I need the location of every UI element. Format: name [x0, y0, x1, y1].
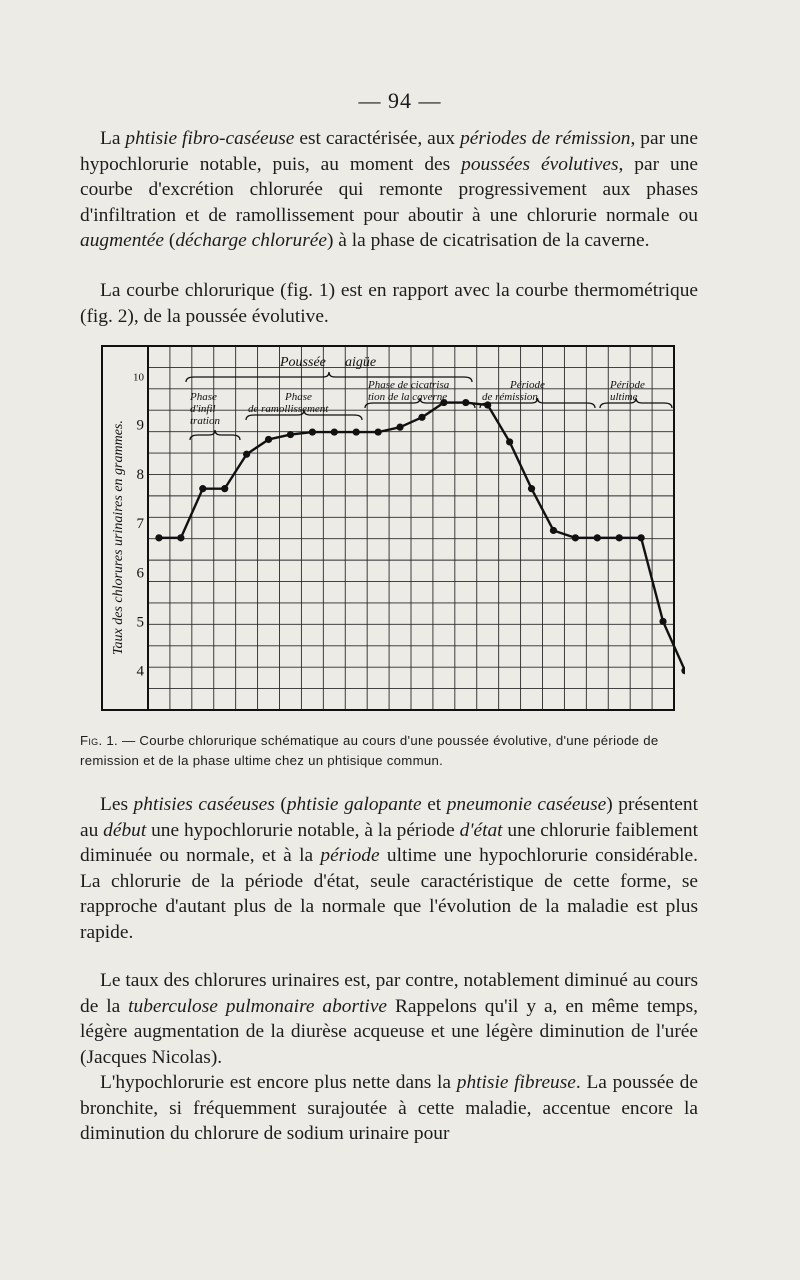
annotation-periode-remission: Période: [510, 379, 545, 391]
y-tick-label: 8: [136, 466, 144, 483]
figure-label: Fig. 1.: [80, 733, 118, 748]
y-axis-label: Taux des chlorures urinaires en grammes.: [111, 420, 126, 655]
annotation-poussee: Poussée: [280, 355, 326, 370]
data-point: [243, 451, 250, 458]
paragraph-courbe: La courbe chlorurique (fig. 1) est en rapport avec la courbe thermométrique (fig. 2), de la poussée évolutive.: [80, 280, 698, 327]
annotation-phase-infiltration: tration: [190, 415, 220, 427]
data-point: [528, 485, 535, 492]
data-point: [572, 534, 579, 541]
annotation-phase-cicatrisation: tion de la caverne: [368, 391, 448, 403]
y-tick-label: 9: [136, 417, 144, 434]
page-number: — 94 —: [358, 88, 442, 113]
paragraph-fibro-caseuse: La phtisie fibro-caséeuse est caractérisée, aux périodes de rémission, par une hypochlorurie notable, puis, au moment des poussées évolutives, par une courbe d'excrétion chlorurée qui remonte progressivement aux phases d'infiltration et de ramollissement pour aboutir à une chlorurie normale ou augmentée (décharge chlorurée) à la phase de cicatrisation de la caverne.: [80, 128, 698, 252]
chloruric-curve-chart: [100, 340, 685, 720]
data-point: [353, 428, 360, 435]
annotation-periode-ultime: ultime: [610, 391, 638, 403]
annotation-phase-infiltration: d'infil: [190, 403, 216, 415]
data-point: [616, 534, 623, 541]
annotation-periode-ultime: Période: [610, 379, 645, 391]
data-point: [155, 534, 162, 541]
annotation-phase-ramollissement: de ramollissement: [248, 403, 329, 415]
caption-text: — Courbe chlorurique schématique au cours d'une poussée évolutive, d'une période de remission et de la phase ultime chez un phtisique commun.: [80, 733, 659, 768]
data-point: [287, 431, 294, 438]
annotation-aigue: aigüe: [345, 355, 377, 370]
y-tick-label: 6: [136, 565, 144, 582]
data-point: [506, 438, 513, 445]
annotation-phase-infiltration: Phase: [190, 391, 217, 403]
data-point: [659, 618, 666, 625]
data-point: [309, 428, 316, 435]
y-tick-label: 7: [136, 516, 144, 533]
paragraph-phtisies-caseuses: Les phtisies caséeuses (phtisie galopante et pneumonie caséeuse) présentent au début une hypochlorurie notable, à la période d'état une chlorurie faiblement diminuée ou normale, et à la période ultime une hypochlorurie considérable. La chlorurie de la période d'état, seule caractéristique de cette forme, se rapproche d'autant plus de la normale que l'évolution de la maladie est plus rapide.: [80, 794, 698, 943]
data-point: [638, 534, 645, 541]
annotation-phase-ramollissement: Phase: [285, 391, 312, 403]
paragraph-tuberculose-abortive: Le taux des chlorures urinaires est, par contre, notablement diminué au cours de la tuberculose pulmonaire abortive Rappelons qu'il y a, en même temps, légère augmentation de la diurèse acqueuse et une légère diminution de l'urée (Jacques Nicolas).: [80, 970, 699, 1068]
data-point: [331, 428, 338, 435]
data-point: [199, 485, 206, 492]
annotation-periode-remission: de rémission: [482, 391, 538, 403]
data-point: [265, 436, 272, 443]
y-tick-label: 5: [136, 614, 144, 631]
y-tick-label: 4: [136, 663, 144, 680]
data-point: [177, 534, 184, 541]
data-point: [418, 414, 425, 421]
data-point: [396, 424, 403, 431]
data-point: [375, 428, 382, 435]
data-point: [550, 527, 557, 534]
data-point: [594, 534, 601, 541]
annotation-phase-cicatrisation: Phase de cicatrisa: [368, 379, 450, 391]
chloruric-curve-line: [159, 403, 685, 710]
data-point: [221, 485, 228, 492]
paragraph-phtisie-fibreuse: L'hypochlorurie est encore plus nette dans la phtisie fibreuse. La poussée de bronchite, si fréquemment surajoutée à cette maladie, accentue encore la diminution du chlorure de sodium urinaire pour: [80, 1072, 698, 1145]
y-tick-label: 10: [133, 371, 144, 384]
figure-caption: [80, 731, 698, 771]
data-point: [681, 667, 685, 674]
